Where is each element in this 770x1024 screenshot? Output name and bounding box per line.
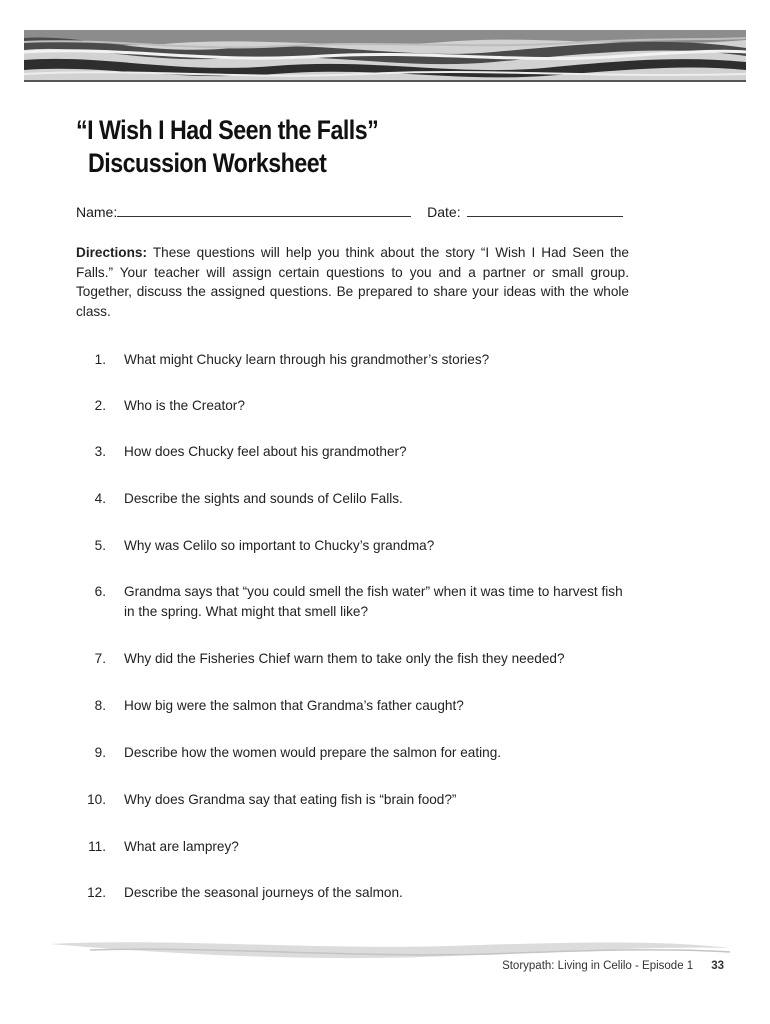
question-text: Why does Grandma say that eating fish is “brain food?” [124,792,457,807]
title-line-2: Discussion Worksheet [88,148,327,178]
question-text: Describe the sights and sounds of Celilo Falls. [124,491,403,506]
question-number: 11. [88,839,106,854]
page-footer [502,960,724,972]
question-number: 5. [94,538,106,553]
date-field[interactable] [467,204,623,217]
question-number: 8. [94,698,106,713]
question-text: Who is the Creator? [124,398,245,413]
name-label: Name: [76,204,118,220]
question-text: Describe how the women would prepare the salmon for eating. [124,745,502,760]
title-line-1: “I Wish I Had Seen the Falls” [76,115,379,145]
question-number: 1. [94,352,106,367]
question-number: 3. [94,444,106,459]
question-text: What might Chucky learn through his grandmother’s stories? [124,352,490,367]
question-text: How big were the salmon that Grandma’s father caught? [124,698,464,713]
question-text: How does Chucky feel about his grandmother? [124,444,407,459]
question-number: 2. [94,398,106,413]
question-text: Describe the seasonal journeys of the salmon. [124,885,403,900]
question-text: Why did the Fisheries Chief warn them to take only the fish they needed? [124,651,565,666]
question-number: 9. [94,745,106,760]
question-number: 10. [87,792,106,807]
name-field[interactable] [117,204,411,217]
page-number: 33 [711,960,724,972]
page-title [76,114,378,180]
question-number: 12. [87,885,106,900]
directions-paragraph [76,243,629,321]
question-number: 6. [94,584,106,599]
header-wave-banner [24,30,746,82]
question-text: Grandma says that “you could smell the fish water” when it was time to harvest fish in the spring. What might that smell like? [124,584,623,619]
date-label: Date: [427,204,461,220]
directions-label: Directions: [76,245,148,260]
question-text: What are lamprey? [124,839,239,854]
question-number: 4. [94,491,106,506]
name-date-row [76,202,636,222]
question-number: 7. [94,651,106,666]
directions-text: These questions will help you think about the story “I Wish I Had Seen the Falls.” Your teacher will assign certain questions to you and a partner or small group. Together, discuss the assigned questions. Be prepared to share your ideas with the whole class. [76,245,629,319]
footer-series-title: Storypath: Living in Celilo - Episode 1 [502,960,694,972]
question-text: Why was Celilo so important to Chucky’s grandma? [124,538,435,553]
